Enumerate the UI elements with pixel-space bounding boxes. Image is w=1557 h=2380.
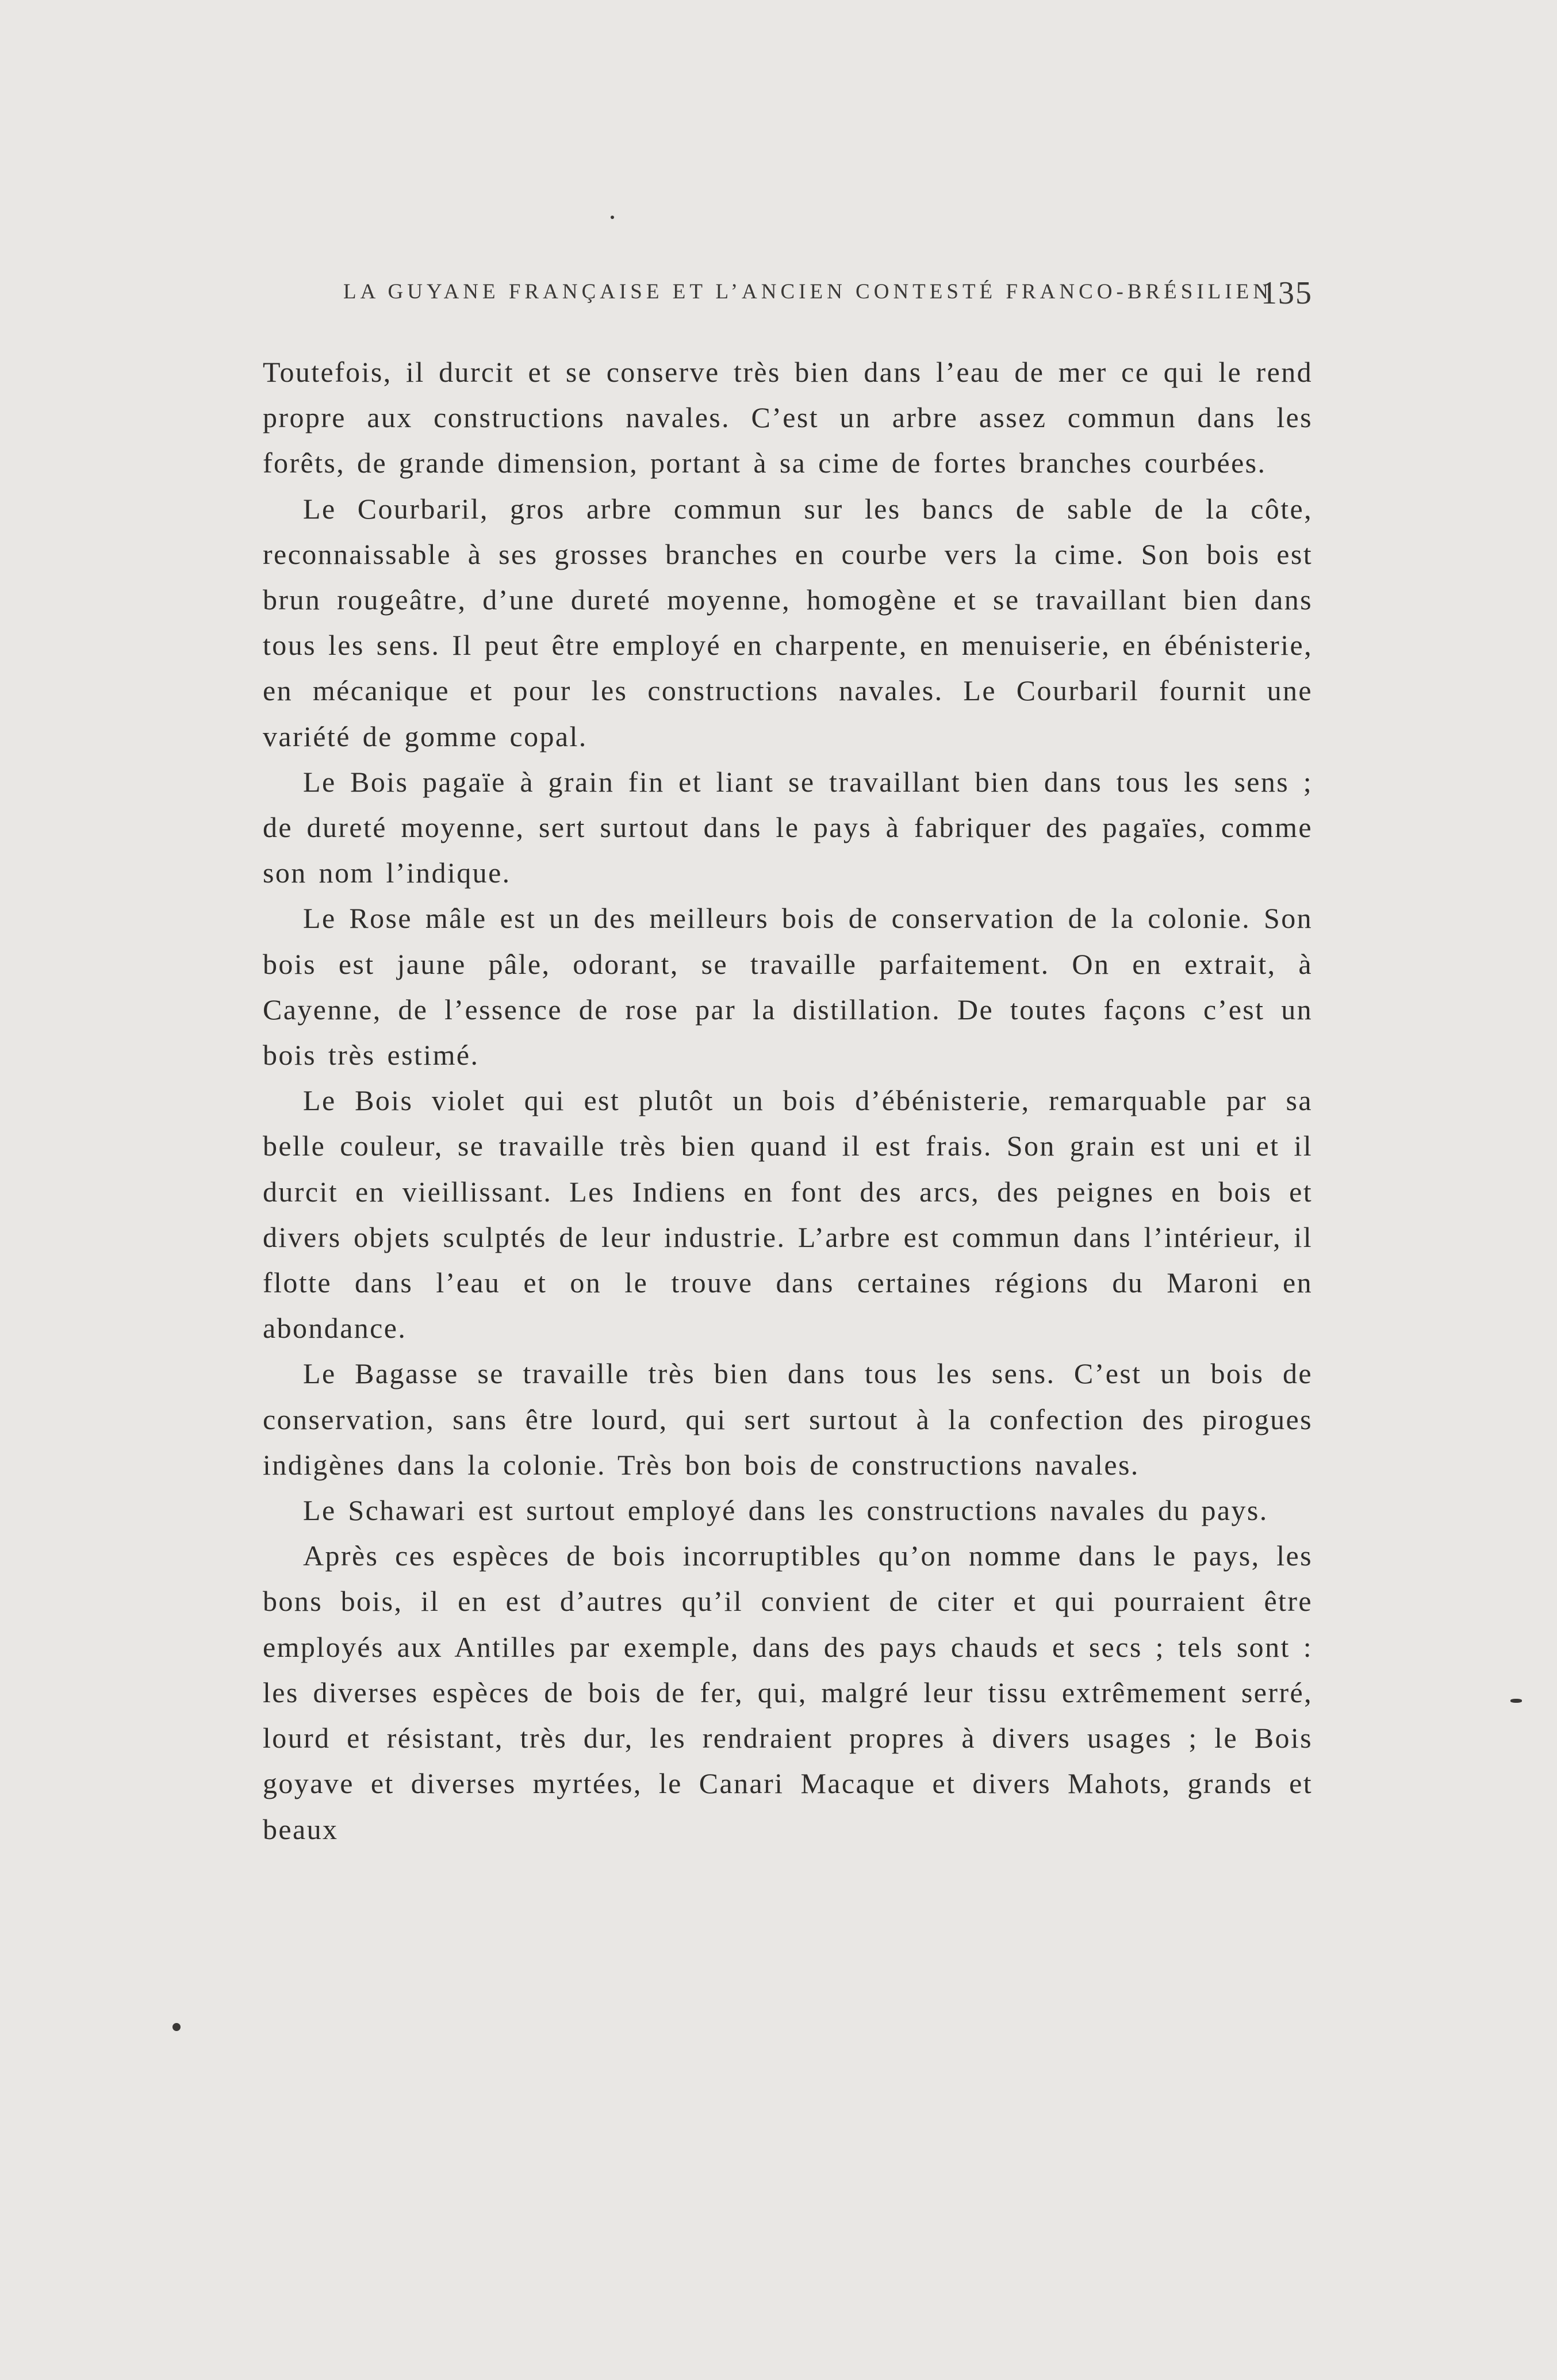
paragraph: Le Bois violet qui est plutôt un bois d’ébénisterie, remarquable par sa belle couleur, se travaille très bien quand il est frais. Son grain est uni et il durcit en vieillissant. Les Indiens en font des arcs, des peignes en bois et divers objets sculptés de leur industrie. L’arbre est commun dans l’intérieur, il flotte dans l’eau et on le trouve dans certaines régions du Maroni en abondance. bbox=[263, 1084, 1313, 1345]
paragraph: Le Rose mâle est un des meilleurs bois de conservation de la colonie. Son bois est jaune pâle, odorant, se travaille parfaitement. On en extrait, à Cayenne, de l’essence de rose par la distillation. De toutes façons c’est un bois très estimé. bbox=[263, 902, 1313, 1072]
paragraph: Après ces espèces de bois incorruptibles qu’on nomme dans le pays, les bons bois, il en est d’autres qu’il convient de citer et qui pourraient être employés aux Antilles par exemple, dans des pays chauds et secs ; tels sont : les diverses espèces de bois de fer, qui, malgré leur tissu extrêmement serré, lourd et résistant, très dur, les rendraient propres à divers usages ; le Bois goyave et diverses myrtées, le Canari Macaque et divers Mahots, grands et beaux bbox=[263, 1540, 1313, 1845]
ink-speck bbox=[1510, 1699, 1522, 1703]
paragraph: Le Schawari est surtout employé dans les constructions navales du pays. bbox=[303, 1494, 1268, 1527]
ink-speck bbox=[172, 2023, 181, 2031]
paragraph: Le Bagasse se travaille très bien dans tous les sens. C’est un bois de conservation, sans être lourd, qui sert surtout à la confection des pirogues indigènes dans la colonie. Très bon bois de constructions navales. bbox=[263, 1357, 1313, 1481]
ink-speck bbox=[611, 216, 614, 219]
running-title: LA GUYANE FRANÇAISE ET L’ANCIEN CONTESTÉ FRANCO-BRÉSILIEN bbox=[343, 280, 1272, 304]
page-number: 135 bbox=[1261, 275, 1313, 311]
running-head bbox=[263, 275, 1313, 315]
paragraph: Le Courbaril, gros arbre commun sur les bancs de sable de la côte, reconnaissable à ses grosses branches en courbe vers la cime. Son bois est brun rougeâtre, d’une dureté moyenne, homogène et se travaillant bien dans tous les sens. Il peut être employé en charpente, en menuiserie, en ébénisterie, en mécanique et pour les constructions navales. Le Courbaril fournit une variété de gomme copal. bbox=[263, 492, 1313, 753]
paragraph: Toutefois, il durcit et se conserve très bien dans l’eau de mer ce qui le rend propre aux constructions navales. C’est un arbre assez commun dans les forêts, de grande dimension, portant à sa cime de fortes branches courbées. bbox=[263, 356, 1313, 479]
body-text bbox=[263, 350, 1313, 1852]
paragraph: Le Bois pagaïe à grain fin et liant se travaillant bien dans tous les sens ; de dureté moyenne, sert surtout dans le pays à fabriquer des pagaïes, comme son nom l’indique. bbox=[263, 765, 1313, 889]
